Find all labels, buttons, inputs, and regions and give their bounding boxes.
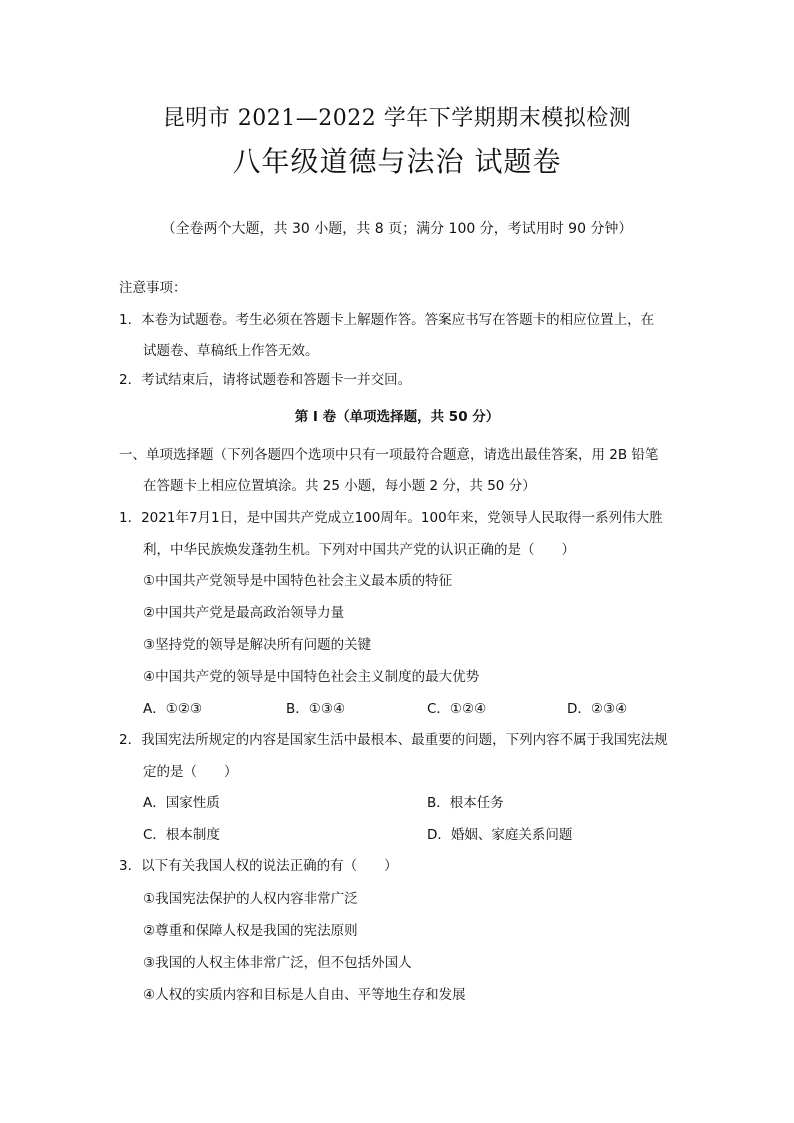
q3-statement-3: ③我国的人权主体非常广泛，但不包括外国人 [143, 955, 412, 971]
q1-statement-1: ①中国共产党领导是中国特色社会主义最本质的特征 [143, 573, 453, 589]
notice-item-1-line2: 试题卷、草稿纸上作答无效。 [143, 343, 319, 359]
q1-option-c: C．①②④ [427, 701, 487, 717]
q2-option-c: C．根本制度 [143, 827, 220, 843]
q2-option-d: D．婚姻、家庭关系问题 [427, 827, 573, 843]
q1-statement-4: ④中国共产党的领导是中国特色社会主义制度的最大优势 [143, 669, 480, 685]
q1-statement-2: ②中国共产党是最高政治领导力量 [143, 605, 345, 621]
section-instruction-line2: 在答题卡上相应位置填涂。共 25 小题，每小题 2 分，共 50 分） [143, 478, 536, 494]
q3-statement-1: ①我国宪法保护的人权内容非常广泛 [143, 891, 358, 907]
notice-item-1-line1: 1．本卷为试题卷。考生必须在答题卡上解题作答。答案应书写在答题卡的相应位置上，在 [119, 312, 655, 328]
q3-stem: 3．以下有关我国人权的说法正确的有（ ） [119, 858, 398, 874]
exam-title-line1: 昆明市 2021—2022 学年下学期期末模拟检测 [162, 106, 632, 131]
q1-stem-line2: 利，中华民族焕发蓬勃生机。下列对中国共产党的认识正确的是（ ） [143, 542, 575, 558]
exam-subtitle: （全卷两个大题，共 30 小题，共 8 页；满分 100 分，考试用时 90 分钟） [161, 221, 633, 237]
q1-option-d: D．②③④ [567, 701, 628, 717]
q2-option-b: B．根本任务 [427, 795, 504, 811]
q1-option-b: B．①③④ [286, 701, 346, 717]
notice-item-2: 2．考试结束后，请将试题卷和答题卡一并交回。 [119, 372, 412, 388]
q3-statement-4: ④人权的实质内容和目标是人自由、平等地生存和发展 [143, 987, 466, 1003]
q3-statement-2: ②尊重和保障人权是我国的宪法原则 [143, 923, 358, 939]
q2-stem-line1: 2．我国宪法所规定的内容是国家生活中最根本、最重要的问题，下列内容不属于我国宪法规 [119, 732, 668, 748]
section-instruction-line1: 一、单项选择题（下列各题四个选项中只有一项最符合题意，请选出最佳答案，用 2B 铅笔 [119, 447, 659, 463]
exam-title-line2: 八年级道德与法治 试题卷 [232, 145, 562, 178]
part1-heading: 第 I 卷（单项选择题，共 50 分） [294, 409, 500, 425]
q2-stem-line2: 定的是（ ） [143, 764, 238, 780]
q1-stem-line1: 1．2021年7月1日，是中国共产党成立100周年。100年来，党领导人民取得一系列伟大胜 [119, 510, 663, 526]
notice-heading: 注意事项： [119, 280, 187, 296]
q1-statement-3: ③坚持党的领导是解决所有问题的关键 [143, 637, 372, 653]
q1-option-a: A．①②③ [143, 701, 203, 717]
q2-option-a: A．国家性质 [143, 795, 220, 811]
